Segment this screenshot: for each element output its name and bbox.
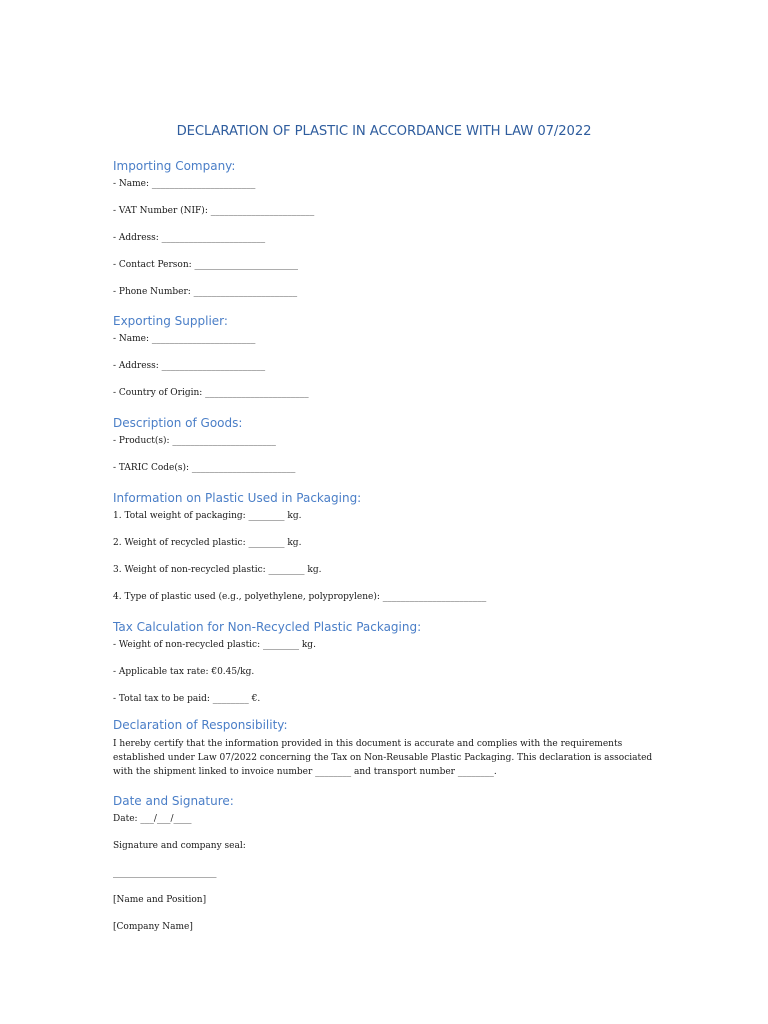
name-position-placeholder: [Name and Position] <box>113 895 207 905</box>
plastic-type-field: 4. Type of plastic used (e.g., polyethylene, polypropylene): _______________________ <box>113 592 487 602</box>
importer-contact-field: - Contact Person: _______________________ <box>113 260 299 270</box>
exporting-supplier-heading: Exporting Supplier: <box>113 314 228 328</box>
tax-calculation-heading: Tax Calculation for Non-Recycled Plastic Packaging: <box>113 620 422 634</box>
signature-seal-label: Signature and company seal: <box>113 841 246 851</box>
total-tax-field: - Total tax to be paid: ________ €. <box>113 694 261 704</box>
date-signature-heading: Date and Signature: <box>113 794 234 808</box>
supplier-country-field: - Country of Origin: _______________________ <box>113 388 309 398</box>
taric-code-field: - TARIC Code(s): _______________________ <box>113 463 296 473</box>
goods-heading: Description of Goods: <box>113 416 243 430</box>
tax-weight-field: - Weight of non-recycled plastic: ________ kg. <box>113 640 316 650</box>
company-name-placeholder: [Company Name] <box>113 922 193 932</box>
importing-company-section <box>113 158 653 298</box>
responsibility-heading: Declaration of Responsibility: <box>113 718 288 732</box>
total-weight-field: 1. Total weight of packaging: ________ kg. <box>113 511 302 521</box>
signature-line: _______________________ <box>113 868 217 878</box>
recycled-weight-field: 2. Weight of recycled plastic: ________ kg. <box>113 538 302 548</box>
plastic-info-section <box>113 490 653 603</box>
products-field: - Product(s): _______________________ <box>113 436 276 446</box>
importer-name-field: - Name: _______________________ <box>113 179 256 189</box>
supplier-address-field: - Address: _______________________ <box>113 361 266 371</box>
plastic-info-heading: Information on Plastic Used in Packaging: <box>113 491 362 505</box>
importer-phone-field: - Phone Number: _______________________ <box>113 287 298 297</box>
document-title: DECLARATION OF PLASTIC IN ACCORDANCE WITH LAW 07/2022 <box>176 124 592 139</box>
date-signature-section <box>113 793 653 933</box>
non-recycled-weight-field: 3. Weight of non-recycled plastic: ________ kg. <box>113 565 322 575</box>
importer-vat-field: - VAT Number (NIF): _______________________ <box>113 206 315 216</box>
responsibility-section <box>113 717 653 779</box>
exporting-supplier-section <box>113 313 653 399</box>
document-body <box>113 158 653 933</box>
goods-section <box>113 415 653 474</box>
date-field: Date: ___/___/____ <box>113 814 192 824</box>
importer-address-field: - Address: _______________________ <box>113 233 266 243</box>
importing-company-heading: Importing Company: <box>113 159 236 173</box>
supplier-name-field: - Name: _______________________ <box>113 334 256 344</box>
tax-rate-line: - Applicable tax rate: €0.45/kg. <box>113 667 255 677</box>
responsibility-statement: I hereby certify that the information provided in this document is accurate and complies with the requirements established under Law 07/2022 concerning the Tax on Non-Reusable Plastic Packaging. This declaration is associated with the shipment linked to invoice number ________ and transport number ________. <box>113 739 653 777</box>
tax-calculation-section <box>113 619 653 705</box>
